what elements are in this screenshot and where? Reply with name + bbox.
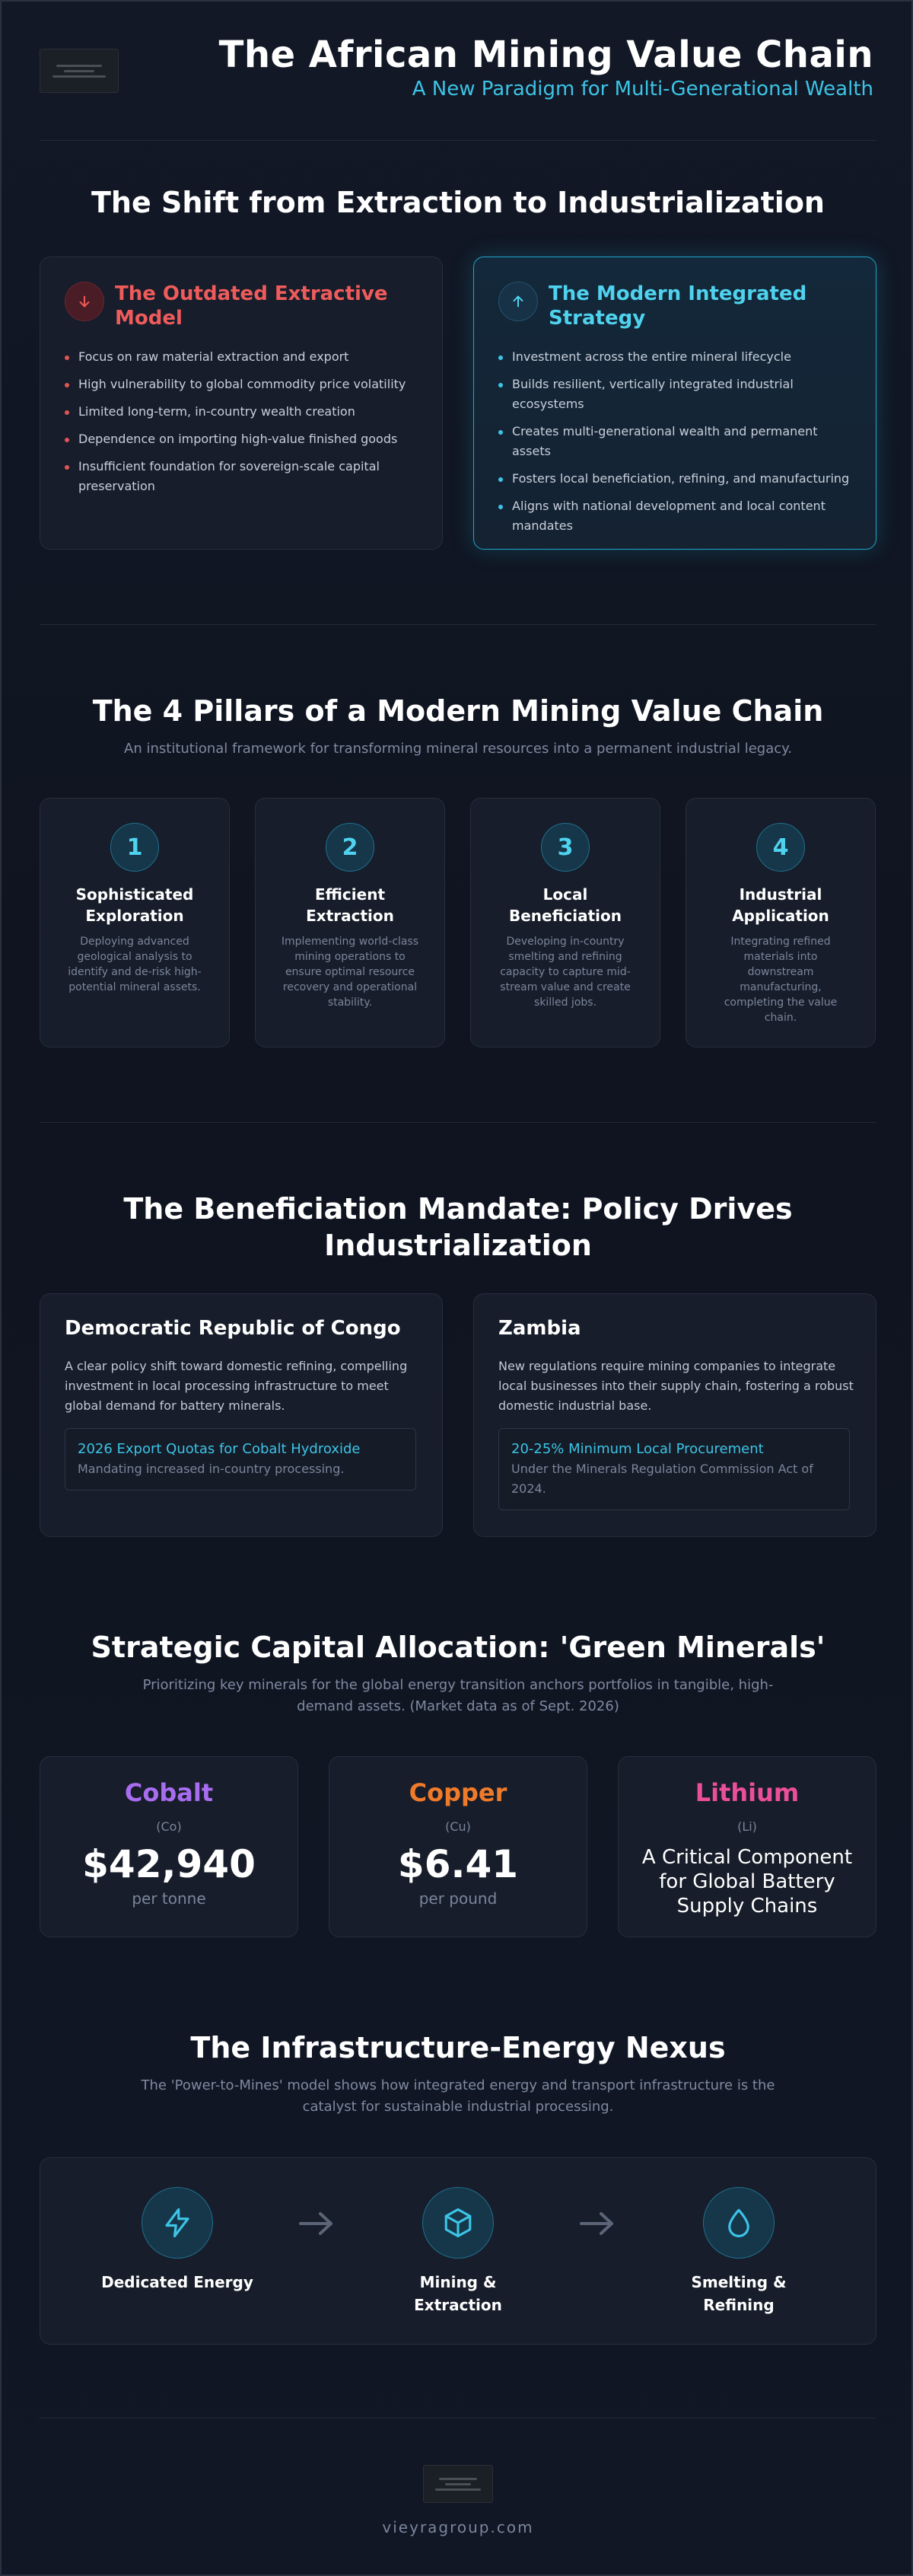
page-subtitle: A New Paradigm for Multi-Generational Wealth — [412, 78, 873, 100]
header-logo — [40, 49, 119, 93]
policy-card-zambia — [473, 1293, 876, 1537]
pillar-description: Implementing world-class mining operations to ensure optimal resource recovery and operational stability. — [281, 936, 419, 1009]
pillar-number: 4 — [756, 823, 805, 872]
mineral-symbol: (Li) — [737, 1819, 757, 1834]
list-item: Insufficient foundation for sovereign-scale capital preservation — [65, 457, 422, 496]
nexus-node-label: Smelting & Refining — [691, 2273, 787, 2314]
list-item: Creates multi-generational wealth and permanent assets — [498, 422, 856, 461]
pillar-card — [686, 798, 876, 1047]
nexus-section-title: The Infrastructure-Energy Nexus — [190, 2031, 726, 2064]
pillar-card — [470, 798, 660, 1047]
mineral-unit: per pound — [418, 1889, 498, 1908]
outdated-model-title: The Outdated Extractive Model — [115, 282, 388, 330]
footer-site-link[interactable]: vieyragroup.com — [382, 2518, 534, 2536]
mineral-card-cobalt — [40, 1756, 298, 1937]
divider — [40, 624, 876, 625]
mineral-price: $6.41 — [397, 1842, 519, 1886]
mineral-unit: per tonne — [132, 1889, 206, 1908]
footer-logo — [423, 2465, 493, 2503]
pillar-description: Developing in-country smelting and refining capacity to capture mid-stream value and create skilled jobs. — [500, 936, 631, 1009]
pillar-title: Local Beneficiation — [508, 885, 622, 925]
modern-strategy-title: The Modern Integrated Strategy — [549, 282, 807, 330]
policy-detail: Under the Minerals Regulation Commission Act of 2024. — [511, 1462, 813, 1496]
modern-strategy-list — [498, 347, 856, 544]
list-item: Aligns with national development and local content mandates — [498, 496, 856, 536]
list-item: High vulnerability to global commodity price volatility — [65, 375, 422, 394]
divider — [40, 1122, 876, 1123]
pillars-section-subtitle: An institutional framework for transforming mineral resources into a permanent industrial legacy. — [124, 741, 792, 757]
divider — [40, 140, 876, 141]
nexus-node-label: Dedicated Energy — [101, 2273, 253, 2291]
mineral-price: $42,940 — [82, 1842, 256, 1886]
policy-description: A clear policy shift toward domestic refining, compelling investment in local processing infrastructure to meet global demand for battery minerals. — [65, 1359, 408, 1413]
mineral-description: A Critical Component for Global Battery Supply Chains — [641, 1846, 853, 1918]
mineral-name: Cobalt — [124, 1778, 214, 1807]
cube-icon — [422, 2187, 494, 2259]
policy-description: New regulations require mining companies to integrate local businesses into their supply chain, fostering a robust domestic industrial base. — [498, 1359, 854, 1413]
list-item: Focus on raw material extraction and export — [65, 347, 422, 367]
shift-section-title: The Shift from Extraction to Industrialization — [91, 186, 825, 219]
pillar-title: Sophisticated Exploration — [75, 885, 194, 925]
mineral-name: Lithium — [695, 1778, 800, 1807]
pillar-card — [255, 798, 445, 1047]
mineral-card-copper — [329, 1756, 587, 1937]
capital-section-subtitle: Prioritizing key minerals for the global energy transition anchors portfolios in tangible, high-demand assets. (Market data as of Sept. 2026) — [142, 1677, 774, 1714]
arrow-right-icon — [577, 2208, 619, 2239]
policy-highlight: 20-25% Minimum Local Procurement — [511, 1441, 764, 1457]
nexus-node-smelting — [655, 2187, 822, 2316]
list-item: Limited long-term, in-country wealth creation — [65, 402, 422, 422]
modern-strategy-card — [473, 257, 876, 550]
pillar-description: Integrating refined materials into downstream manufacturing, completing the value chain. — [724, 936, 838, 1024]
list-item: Investment across the entire mineral lifecycle — [498, 347, 856, 367]
policy-section-title: The Beneficiation Mandate: Policy Drives Industrialization — [123, 1192, 793, 1262]
pillar-number: 3 — [541, 823, 590, 872]
list-item: Dependence on importing high-value finished goods — [65, 429, 422, 449]
pillars-section-title: The 4 Pillars of a Modern Mining Value Chain — [92, 694, 824, 728]
policy-detail: Mandating increased in-country processing. — [78, 1462, 345, 1476]
policy-highlight: 2026 Export Quotas for Cobalt Hydroxide — [78, 1441, 361, 1457]
policy-country: Democratic Republic of Congo — [65, 1317, 401, 1340]
outdated-model-card — [40, 257, 443, 550]
pillar-description: Deploying advanced geological analysis to identify and de-risk high-potential mineral assets. — [68, 936, 202, 993]
list-item: Builds resilient, vertically integrated industrial ecosystems — [498, 375, 856, 414]
pillar-card — [40, 798, 230, 1047]
policy-highlight-box — [498, 1428, 850, 1510]
capital-section-title: Strategic Capital Allocation: 'Green Minerals' — [91, 1631, 826, 1664]
pillar-number: 2 — [326, 823, 374, 872]
pillar-number: 1 — [110, 823, 159, 872]
list-item: Fosters local beneficiation, refining, and manufacturing — [498, 469, 856, 489]
mineral-symbol: (Co) — [156, 1819, 182, 1834]
pillar-title: Industrial Application — [732, 885, 829, 925]
policy-card-drc — [40, 1293, 443, 1537]
mineral-card-lithium — [618, 1756, 876, 1937]
droplet-icon — [703, 2187, 775, 2259]
nexus-node-mining — [374, 2187, 542, 2316]
nexus-section-subtitle: The 'Power-to-Mines' model shows how integrated energy and transport infrastructure is the catalyst for sustainable industrial processing. — [141, 2077, 775, 2115]
page-title: The African Mining Value Chain — [218, 33, 873, 76]
arrow-up-icon — [498, 282, 538, 321]
nexus-node-energy — [94, 2187, 261, 2294]
policy-country: Zambia — [498, 1317, 581, 1340]
mineral-name: Copper — [409, 1778, 507, 1807]
lightning-icon — [142, 2187, 213, 2259]
pillar-title: Efficient Extraction — [306, 885, 394, 925]
policy-highlight-box — [65, 1428, 416, 1490]
outdated-model-list — [65, 347, 422, 504]
mineral-symbol: (Cu) — [445, 1819, 471, 1834]
nexus-flow-card — [40, 2157, 876, 2345]
arrow-right-icon — [296, 2208, 339, 2239]
arrow-down-icon — [65, 282, 104, 321]
nexus-node-label: Mining & Extraction — [414, 2273, 502, 2314]
